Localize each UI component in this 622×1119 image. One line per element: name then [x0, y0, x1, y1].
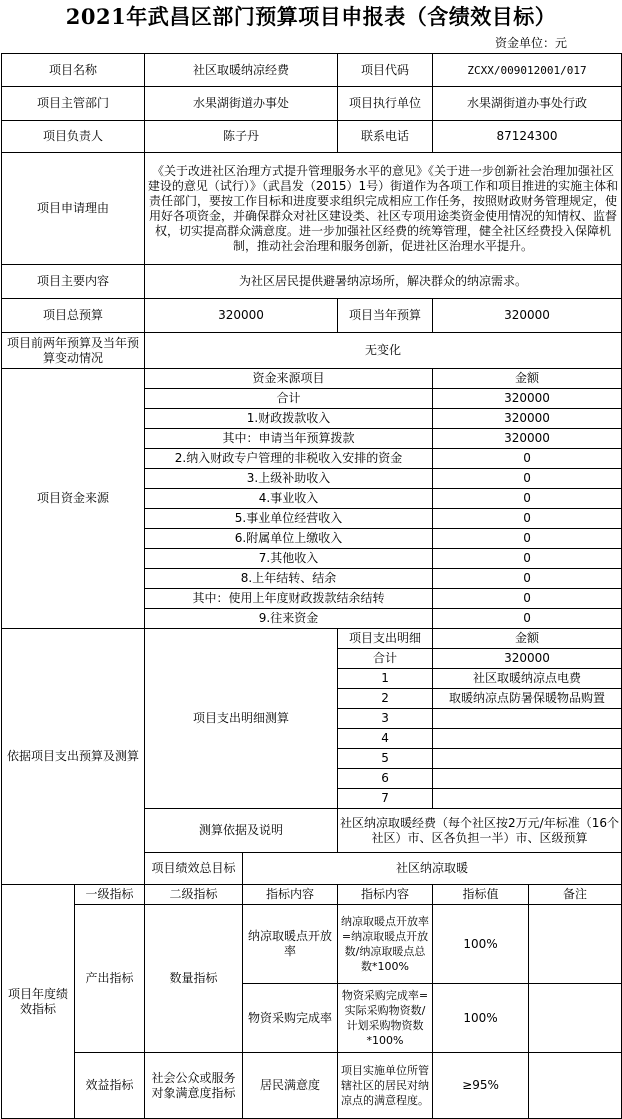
- indicator-desc: 纳凉取暖点开放率=纳凉取暖点开放数/纳凉取暖点总数*100%: [338, 905, 433, 984]
- leader-label: 项目负责人: [2, 121, 145, 153]
- funding-amount: 320000: [433, 389, 622, 409]
- funding-amount: 0: [433, 569, 622, 589]
- funding-amount: 0: [433, 449, 622, 469]
- funding-item: 5.事业单位经营收入: [145, 509, 433, 529]
- funding-item: 1.财政拨款收入: [145, 409, 433, 429]
- indicator-value: 100%: [433, 905, 529, 984]
- funding-item: 其中：申请当年预算拨款: [145, 429, 433, 449]
- project-code-value: ZCXX/009012001/017: [433, 54, 622, 87]
- expense-text: 取暖纳凉点防暑保暖物品购置: [433, 689, 622, 709]
- currency-unit: 资金单位：元: [494, 36, 567, 50]
- perf-header-desc: 指标内容: [338, 885, 433, 905]
- content-label: 项目主要内容: [2, 265, 145, 299]
- form-title: 2021年武昌区部门预算项目申报表（含绩效目标）: [65, 4, 557, 29]
- perf-row: [2, 905, 622, 984]
- expense-text: [433, 749, 622, 769]
- funding-amount: 0: [433, 549, 622, 569]
- expense-no: 7: [338, 789, 433, 809]
- row-leader: [2, 121, 622, 153]
- expense-text: [433, 789, 622, 809]
- expense-text: [433, 709, 622, 729]
- funding-label: 项目资金来源: [2, 369, 145, 629]
- expense-no: 3: [338, 709, 433, 729]
- funding-item: 合计: [145, 389, 433, 409]
- funding-item: 其中：使用上年度财政拨款结余结转: [145, 589, 433, 609]
- funding-item: 2.纳入财政专户管理的非税收入安排的资金: [145, 449, 433, 469]
- expense-header-item: 项目支出明细: [338, 629, 433, 649]
- funding-header-row: [2, 369, 622, 389]
- perf-label: 项目年度绩效指标: [2, 885, 75, 1119]
- indicator-name: 纳凉取暖点开放率: [243, 905, 338, 984]
- indicator-value: 100%: [433, 984, 529, 1053]
- expense-header-row: [2, 629, 622, 649]
- budget-form-table: [1, 53, 622, 1119]
- funding-item: 4.事业收入: [145, 489, 433, 509]
- exec-value: 水果湖街道办事处行政: [433, 87, 622, 121]
- indicator-value: ≥95%: [433, 1053, 529, 1119]
- content-text: 为社区居民提供避暑纳凉场所，解决群众的纳凉需求。: [145, 265, 622, 299]
- funding-amount: 0: [433, 469, 622, 489]
- dept-label: 项目主管部门: [2, 87, 145, 121]
- project-name-label: 项目名称: [2, 54, 145, 87]
- funding-amount: 0: [433, 489, 622, 509]
- expense-no: 1: [338, 669, 433, 689]
- indicator-note: [529, 1053, 622, 1119]
- goal-label: 项目绩效总目标: [145, 853, 243, 885]
- indicator-note: [529, 905, 622, 984]
- total-budget-value: 320000: [145, 299, 338, 333]
- expense-total-value: 320000: [433, 649, 622, 669]
- year-budget-label: 项目当年预算: [338, 299, 433, 333]
- indicator-name: 居民满意度: [243, 1053, 338, 1119]
- year-budget-value: 320000: [433, 299, 622, 333]
- phone-label: 联系电话: [338, 121, 433, 153]
- leader-value: 陈子丹: [145, 121, 338, 153]
- funding-amount: 320000: [433, 429, 622, 449]
- expense-no: 6: [338, 769, 433, 789]
- row-change: [2, 333, 622, 369]
- output-indicator-label: 产出指标: [75, 905, 145, 1053]
- row-reason: [2, 153, 622, 265]
- expense-no: 2: [338, 689, 433, 709]
- funding-item: 3.上级补助收入: [145, 469, 433, 489]
- expense-basis-text: 社区纳凉取暖经费（每个社区按2万元/年标准（16个社区）市、区各负担一半）市、区级预算: [338, 809, 622, 853]
- funding-amount: 0: [433, 529, 622, 549]
- indicator-desc: 项目实施单位所管辖社区的居民对纳凉点的满意程度。: [338, 1053, 433, 1119]
- expense-text: 社区取暖纳凉点电费: [433, 669, 622, 689]
- indicator-name: 物资采购完成率: [243, 984, 338, 1053]
- funding-amount: 0: [433, 589, 622, 609]
- funding-amount: 0: [433, 609, 622, 629]
- funding-header-amount: 金额: [433, 369, 622, 389]
- reason-label: 项目申请理由: [2, 153, 145, 265]
- exec-label: 项目执行单位: [338, 87, 433, 121]
- expense-total-label: 合计: [338, 649, 433, 669]
- expense-text: [433, 769, 622, 789]
- expense-header-amount: 金额: [433, 629, 622, 649]
- expense-text: [433, 729, 622, 749]
- row-department: [2, 87, 622, 121]
- funding-amount: 0: [433, 509, 622, 529]
- goal-text: 社区纳凉取暖: [243, 853, 622, 885]
- indicator-note: [529, 984, 622, 1053]
- perf-header-level2: 二级指标: [145, 885, 243, 905]
- perf-header-value: 指标值: [433, 885, 529, 905]
- quantity-indicator-label: 数量指标: [145, 905, 243, 1053]
- perf-row: [2, 1053, 622, 1119]
- indicator-desc: 物资采购完成率=实际采购物资数/计划采购物资数*100%: [338, 984, 433, 1053]
- expense-no: 4: [338, 729, 433, 749]
- expense-label: 依据项目支出预算及测算: [2, 629, 145, 885]
- satisfaction-indicator-label: 社会公众或服务对象满意度指标: [145, 1053, 243, 1119]
- project-code-label: 项目代码: [338, 54, 433, 87]
- row-content: [2, 265, 622, 299]
- funding-item: 8.上年结转、结余: [145, 569, 433, 589]
- benefit-indicator-label: 效益指标: [75, 1053, 145, 1119]
- perf-header-level1: 一级指标: [75, 885, 145, 905]
- project-name-value: 社区取暖纳凉经费: [145, 54, 338, 87]
- perf-header-row: [2, 885, 622, 905]
- expense-basis-label: 测算依据及说明: [145, 809, 338, 853]
- funding-header-item: 资金来源项目: [145, 369, 433, 389]
- row-project-name: [2, 54, 622, 87]
- funding-item: 7.其他收入: [145, 549, 433, 569]
- row-budget: [2, 299, 622, 333]
- perf-header-note: 备注: [529, 885, 622, 905]
- funding-item: 9.往来资金: [145, 609, 433, 629]
- expense-detail-label: 项目支出明细测算: [145, 629, 338, 809]
- change-text: 无变化: [145, 333, 622, 369]
- reason-text: 《关于改进社区治理方式提升管理服务水平的意见》《关于进一步创新社会治理加强社区建设的意见（试行）》（武昌发（2015）1号）街道作为各项工作和项目推进的实施主体和责任部门，要按工作目标和进度要求组织完成相应工作任务，按照财政财务管理规定，使用好各项资金，并确保群众对社区建设类、社区专项用途类资金使用情况的知情权、监督权，切实提高群众满意度。进一步加强社区经费的统筹管理，健全社区经费投入保障机制，推动社会治理和服务创新，促进社区治理水平提升。: [145, 153, 622, 265]
- phone-value: 87124300: [433, 121, 622, 153]
- funding-amount: 320000: [433, 409, 622, 429]
- dept-value: 水果湖街道办事处: [145, 87, 338, 121]
- perf-header-name: 指标内容: [243, 885, 338, 905]
- change-label: 项目前两年预算及当年预算变动情况: [2, 333, 145, 369]
- expense-no: 5: [338, 749, 433, 769]
- total-budget-label: 项目总预算: [2, 299, 145, 333]
- funding-item: 6.附属单位上缴收入: [145, 529, 433, 549]
